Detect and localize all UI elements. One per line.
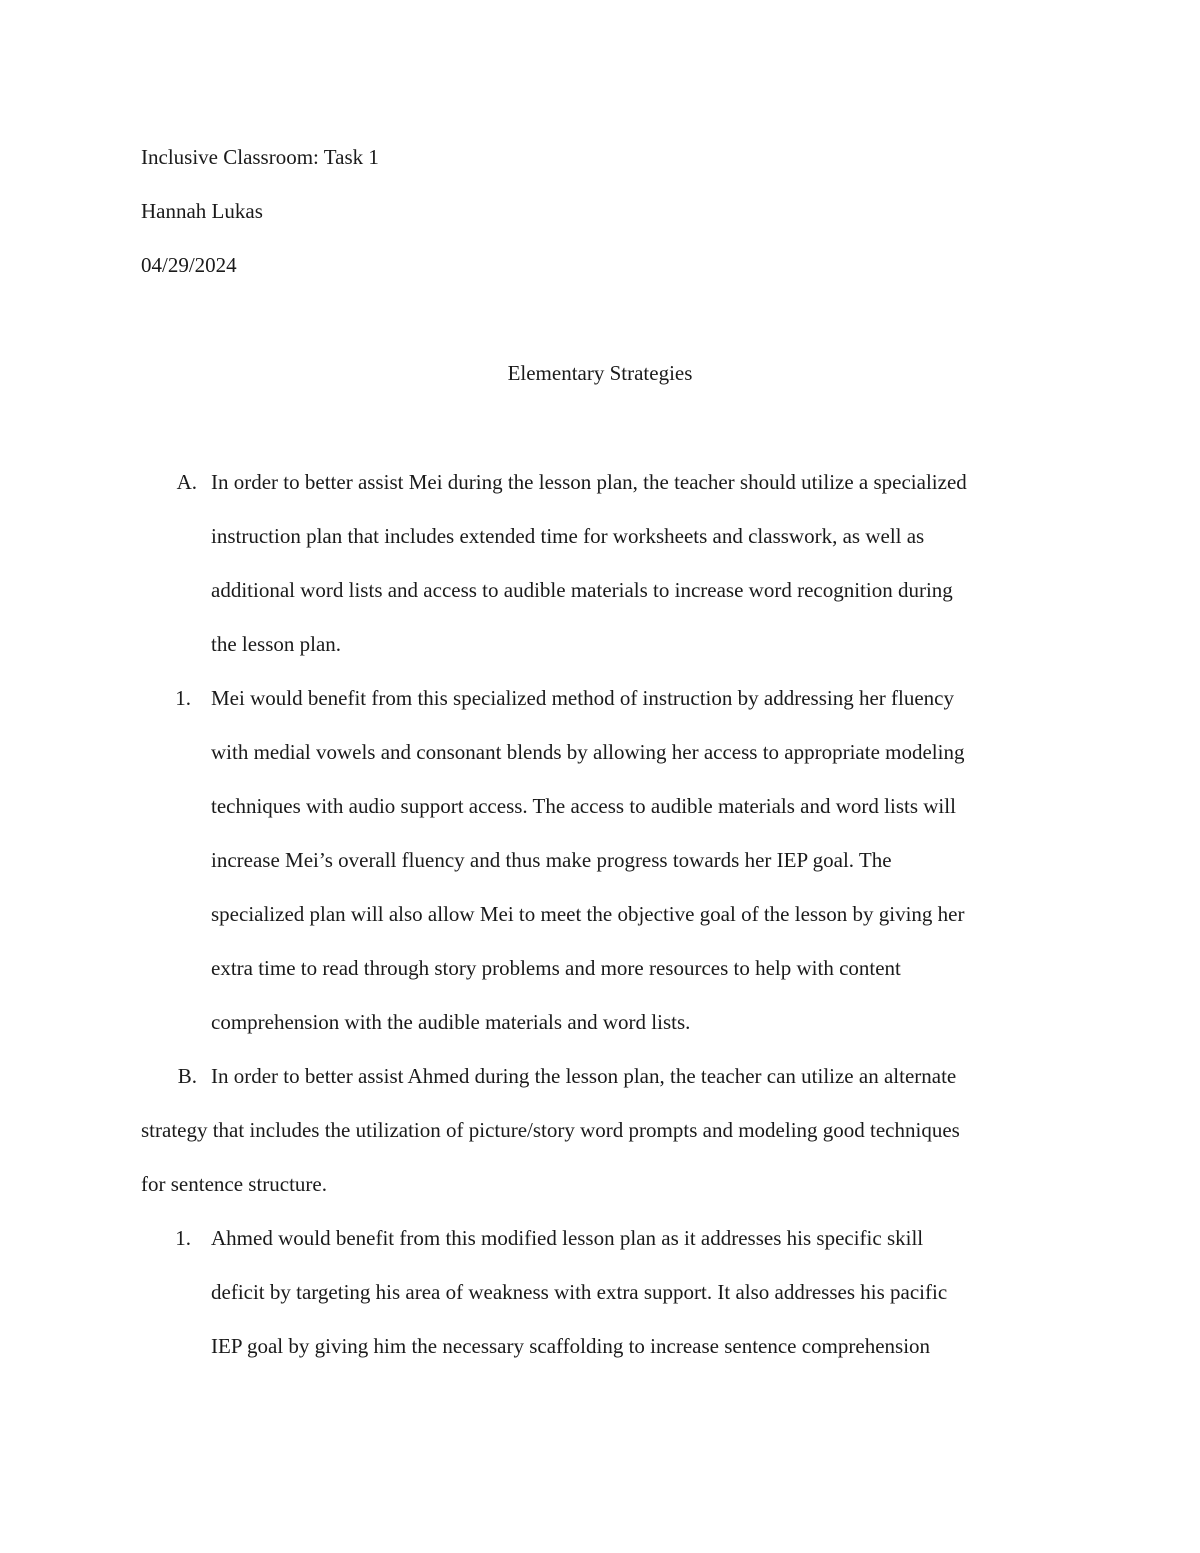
section-b-line: for sentence structure. bbox=[141, 1172, 327, 1196]
section-b-1-line: deficit by targeting his area of weakness with extra support. It also addresses his pacific bbox=[211, 1280, 948, 1304]
section-b-1-line: Ahmed would benefit from this modified lesson plan as it addresses his specific skill bbox=[211, 1226, 924, 1250]
course-title: Inclusive Classroom: Task 1 bbox=[141, 145, 379, 169]
section-marker-b: B. bbox=[177, 1064, 197, 1088]
section-a-line: In order to better assist Mei during the lesson plan, the teacher should utilize a specialized bbox=[211, 470, 967, 494]
section-a-1-line: techniques with audio support access. The access to audible materials and word lists will bbox=[211, 794, 956, 818]
section-a-1-line: comprehension with the audible materials and word lists. bbox=[211, 1010, 691, 1034]
section-a-1-line: increase Mei’s overall fluency and thus make progress towards her IEP goal. The bbox=[211, 848, 892, 872]
page-title: Elementary Strategies bbox=[507, 361, 693, 385]
section-a-1-line: specialized plan will also allow Mei to meet the objective goal of the lesson by giving her bbox=[211, 902, 965, 926]
section-a-1-line: extra time to read through story problems and more resources to help with content bbox=[211, 956, 901, 980]
section-a-line: instruction plan that includes extended time for worksheets and classwork, as well as bbox=[211, 524, 925, 548]
document-date: 04/29/2024 bbox=[141, 253, 237, 277]
section-marker-a-1: 1. bbox=[175, 686, 191, 710]
section-b-line: strategy that includes the utilization of picture/story word prompts and modeling good techniques bbox=[141, 1118, 960, 1142]
author-name: Hannah Lukas bbox=[141, 199, 263, 223]
section-marker-a: A. bbox=[176, 470, 197, 494]
section-marker-b-1: 1. bbox=[175, 1226, 191, 1250]
section-a-1-line: with medial vowels and consonant blends by allowing her access to appropriate modeling bbox=[211, 740, 965, 764]
section-a-1-line: Mei would benefit from this specialized method of instruction by addressing her fluency bbox=[211, 686, 954, 710]
section-a-line: additional word lists and access to audible materials to increase word recognition during bbox=[211, 578, 953, 602]
section-b-1-line: IEP goal by giving him the necessary scaffolding to increase sentence comprehension bbox=[211, 1334, 931, 1358]
section-a-line: the lesson plan. bbox=[211, 632, 342, 656]
section-b-line: In order to better assist Ahmed during the lesson plan, the teacher can utilize an alternate bbox=[211, 1064, 957, 1088]
